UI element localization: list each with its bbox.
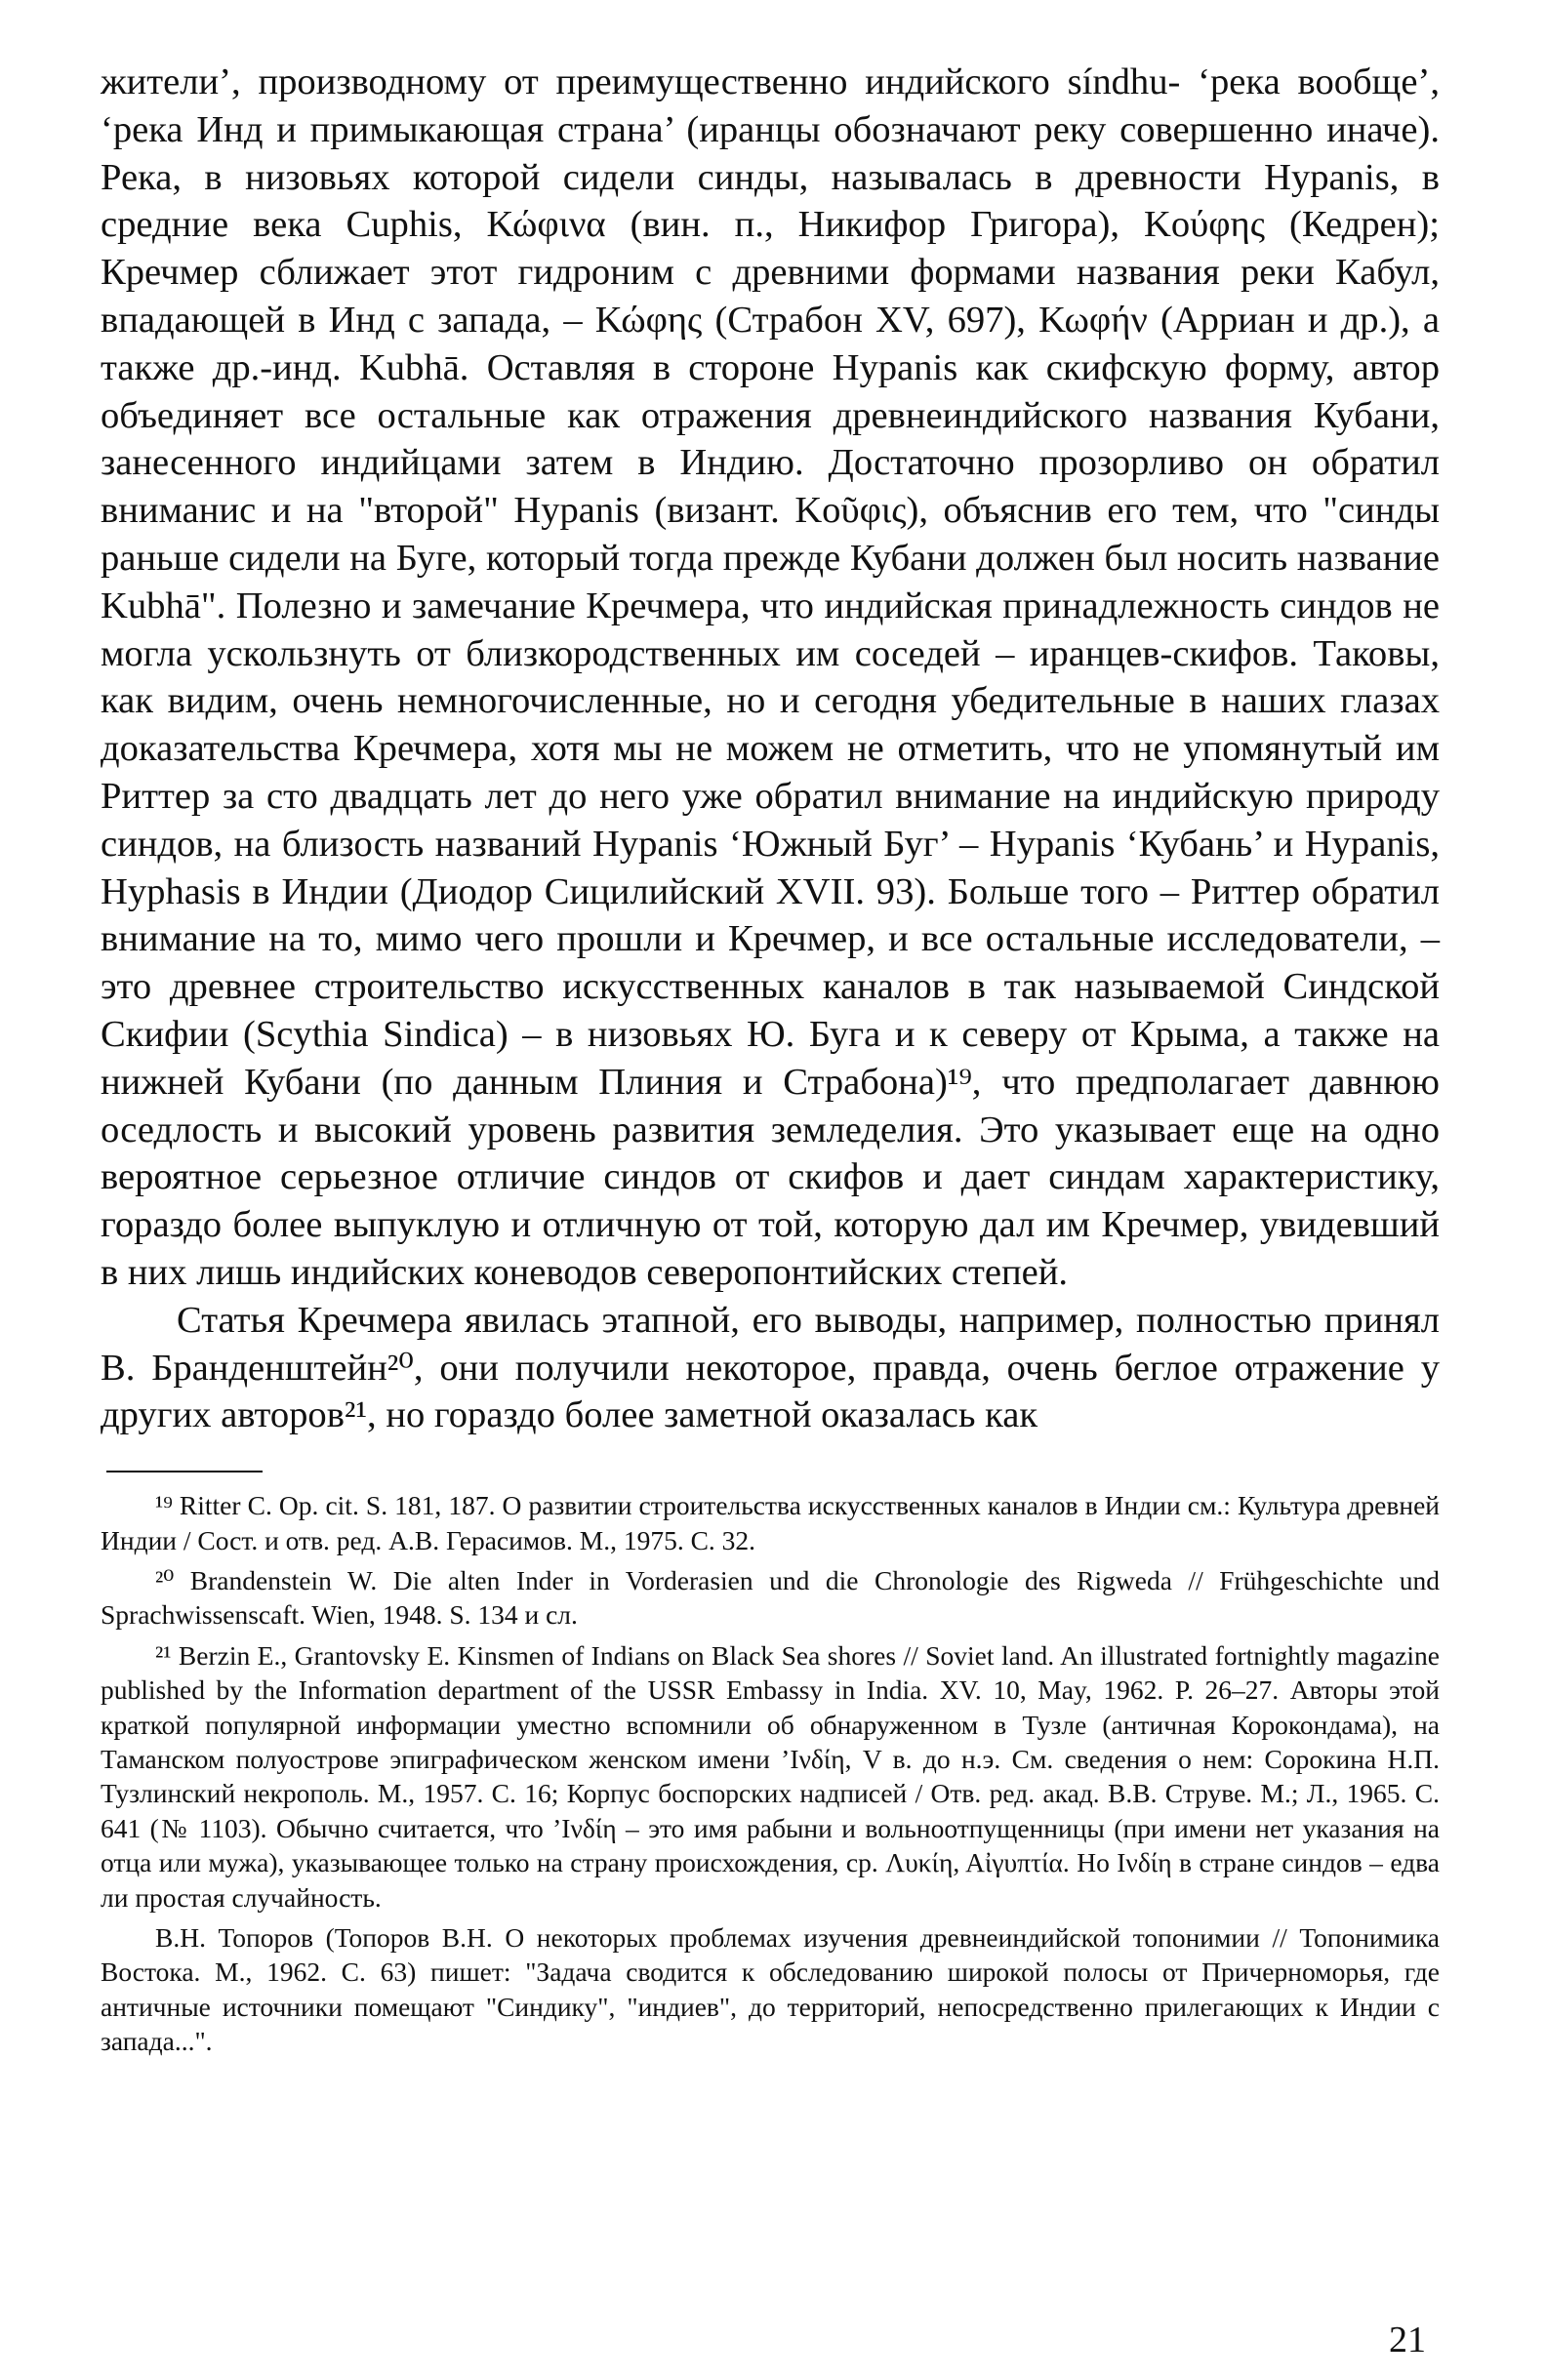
page-number: 21 xyxy=(1389,2319,1426,2360)
footnote-20: ²⁰ Brandenstein W. Die alten Inder in Vorderasien und die Chronologie des Rigweda // Frühgeschichte und Sprachwissenscaft. Wien, 1948. S. 134 и сл. xyxy=(101,1564,1440,1631)
main-text xyxy=(101,59,1440,1439)
paragraph: жители’, производному от преимущественно индийского síndhu- ‘река вообще’, ‘река Инд и примыкающая страна’ (иранцы обозначают реку совершенно иначе). Река, в низовьях которой сидели синды, называлась в древности Hypanis, в средние века Cuphis, Κώφινα (вин. п., Никифор Григора), Κούφης (Кедрен); Кречмер сближает этот гидроним с древними формами названия реки Кабул, впадающей в Инд с запада, – Κώφης (Страбон XV, 697), Κωφήν (Арриан и др.), а также др.-инд. Kubhā. Оставляя в стороне Hypanis как скифскую форму, автор объединяет все остальные как отражения древнеиндийского названия Кубани, занесенного индийцами затем в Индию. Достаточно прозорливо он обратил вниманис и на "второй" Hypanis (визант. Κοῦφις), объяснив его тем, что "синды раньше сидели на Буге, который тогда прежде Кубани должен был носить название Kubhā". Полезно и замечание Кречмера, что индийская принадлежность синдов не могла ускользнуть от близкородственных им соседей – иранцев-скифов. Таковы, как видим, очень немногочисленные, но и сегодня убедительные в наших глазах доказательства Кречмера, хотя мы не можем не отметить, что не упомянутый им Риттер за сто двадцать лет до него уже обратил внимание на индийскую природу синдов, на близость названий Hypanis ‘Южный Буг’ – Hypanis ‘Кубань’ и Hypanis, Hyphasis в Индии (Диодор Сицилийский XVII. 93). Больше того – Риттер обратил внимание на то, мимо чего прошли и Кречмер, и все остальные исследователи, – это древнее строительство искусственных каналов в так называемой Синдской Скифии (Scythia Sindica) – в низовьях Ю. Буга и к северу от Крыма, а также на нижней Кубани (по данным Плиния и Страбона)¹⁹, что предполагает давнюю оседлость и высокий уровень развития земледелия. Это указывает еще на одно вероятное серьезное отличие синдов от скифов и дает синдам характеристику, гораздо более выпуклую и отличную от той, которую дал им Кречмер, увидевший в них лишь индийских коневодов северопонтийских степей. xyxy=(101,61,1440,1293)
footnotes xyxy=(101,1488,1440,2059)
footnote-21-continuation: В.Н. Топоров (Топоров В.Н. О некоторых проблемах изучения древнеиндийской топонимии // Топонимика Востока. М., 1962. С. 63) пишет: "Задача сводится к обследованию широкой полосы от Причерноморья, где античные источники помещают "Синдику", "индиев", до территорий, непосредственно прилегающих к Индии с запада...". xyxy=(101,1921,1440,2057)
paragraph: Статья Кречмера явилась этапной, его выводы, например, полностью принял В. Бранденштейн²⁰, они получили некоторое, правда, очень беглое отражение у других авторов²¹, но гораздо более заметной оказалась как xyxy=(101,1299,1440,1436)
footnote-21: ²¹ Berzin E., Grantovsky E. Kinsmen of Indians on Black Sea shores // Soviet land. An illustrated fortnightly magazine published by the Information department of the USSR Embassy in India. XV. 10, May, 1962. P. 26–27. Авторы этой краткой популярной информации уместно вспомнили об обнаруженном в Тузле (античная Корокондама), на Таманском полуострове эпиграфическом женском имени ’Ινδίη, V в. до н.э. См. сведения о нем: Сорокина Н.П. Тузлинский некрополь. М., 1957. С. 16; Корпус боспорских надписей / Отв. ред. акад. В.В. Струве. М.; Л., 1965. С. 641 (№ 1103). Обычно считается, что ’Ινδίη – это имя рабыни и вольноотпущенницы (при имени нет указания на отца или мужа), указывающее только на страну происхождения, ср. Λυκίη, Αἰγυπτία. Но Ινδίη в стране синдов – едва ли простая случайность. xyxy=(101,1639,1440,1913)
footnote-divider xyxy=(106,1471,263,1472)
book-page xyxy=(101,59,1440,2361)
footnote-19: ¹⁹ Ritter C. Op. cit. S. 181, 187. О развитии строительства искусственных каналов в Индии см.: Культура древней Индии / Сост. и отв. ред. А.В. Герасимов. М., 1975. С. 32. xyxy=(101,1490,1440,1555)
